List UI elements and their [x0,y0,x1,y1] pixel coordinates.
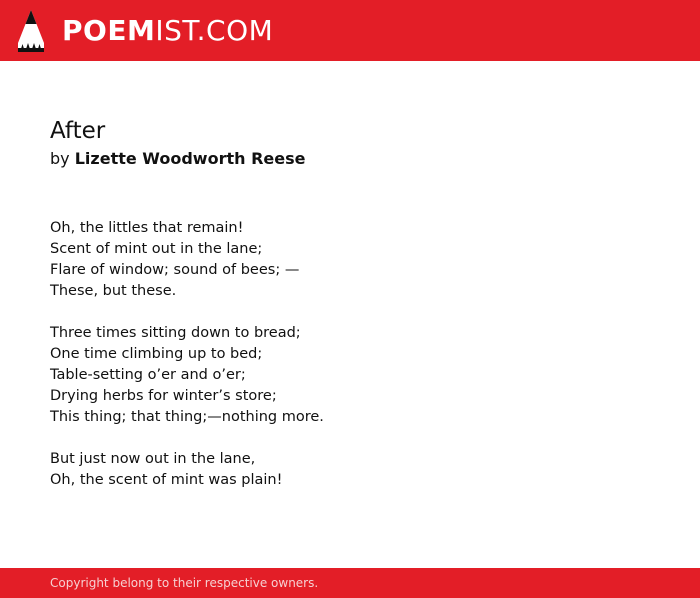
site-logo[interactable] [18,9,273,53]
poem-content [50,116,650,512]
stanza [50,449,650,491]
logo-text-light: IST.COM [155,14,274,47]
site-footer [0,568,700,598]
stanza [50,323,650,428]
poem-line: Flare of window; sound of bees; — [50,262,300,278]
site-header [0,0,700,61]
poem-body [50,218,650,491]
poem-byline [50,148,650,170]
poem-author: Lizette Woodworth Reese [74,149,306,168]
poem-title: After [50,118,106,144]
poem-line: This thing; that thing;—nothing more. [50,409,324,425]
poem-line: But just now out in the lane, [50,451,256,467]
stanza [50,218,650,302]
poem-line: Oh, the scent of mint was plain! [50,472,283,488]
copyright-notice: Copyright belong to their respective owners. [50,576,319,590]
logo-text-bold: POEM [62,14,156,47]
poem-line: Three times sitting down to bread; [50,325,301,341]
poem-line: Scent of mint out in the lane; [50,241,263,257]
by-label: by [50,149,70,168]
poem-line: Table-setting o’er and o’er; [50,367,246,383]
pencil-tip-icon [18,10,44,52]
poem-line: One time climbing up to bed; [50,346,263,362]
logo-text [62,14,274,47]
poem-line: Drying herbs for winter’s store; [50,388,277,404]
poem-line: Oh, the littles that remain! [50,220,244,236]
poem-line: These, but these. [50,283,177,299]
